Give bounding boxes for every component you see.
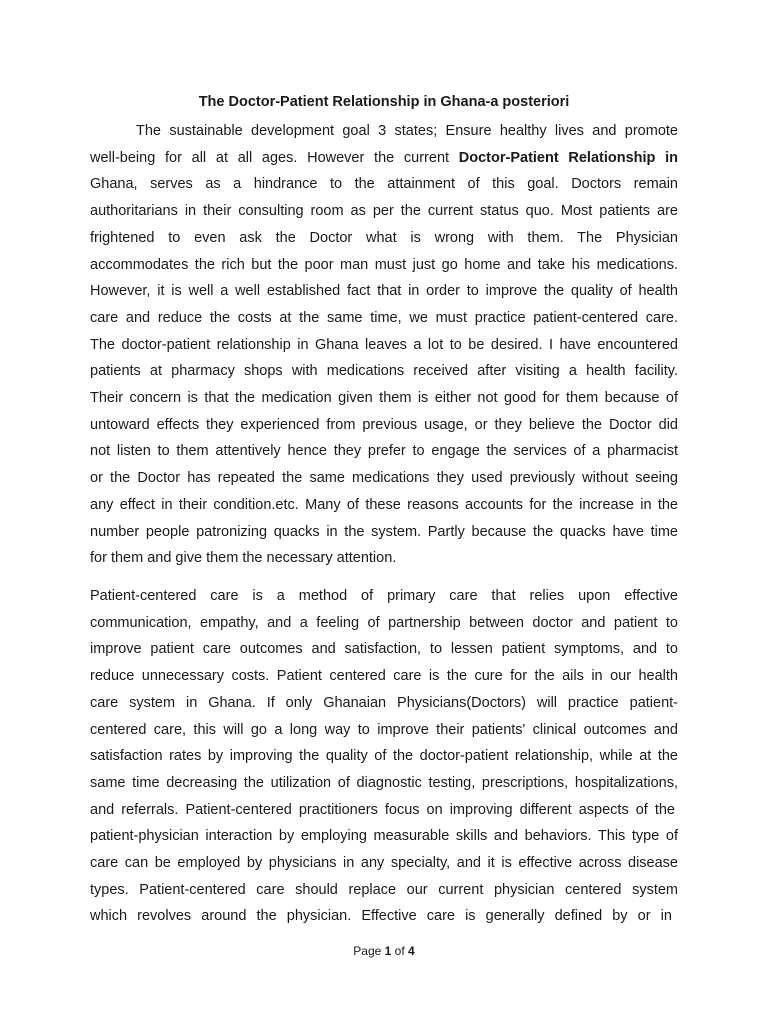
bold-phrase: Doctor-Patient Relationship in (458, 149, 679, 166)
text-line: However, it is well a well established fact that in order to improve the quality of health (90, 283, 678, 300)
text-line: Their concern is that the medication given them is either not good for them because of (90, 390, 678, 407)
text-line: frightened to even ask the Doctor what is wrong with them. The Physician (90, 229, 678, 246)
text-line: for them and give them the necessary attention. (90, 550, 397, 567)
text-line: patients at pharmacy shops with medications received after visiting a health facility. (90, 363, 678, 380)
text-line: The doctor-patient relationship in Ghana leaves a lot to be desired. I have encountered (90, 336, 678, 353)
current-page-number: 1 (384, 944, 392, 958)
text-line: patient-physician interaction by employing measurable skills and behaviors. This type of (90, 828, 678, 845)
text-line: care can be employed by physicians in any specialty, and it is effective across disease (90, 855, 678, 872)
text-line: care and reduce the costs at the same time, we must practice patient-centered care. (90, 309, 678, 326)
text-line: and referrals. Patient-centered practitioners focus on improving different aspects of the (90, 801, 675, 818)
text-line: types. Patient-centered care should replace our current physician centered system (90, 881, 678, 898)
text-line: or the Doctor has repeated the same medications they used previously without seeing (90, 470, 678, 487)
text-line: centered care, this will go a long way to improve their patients' clinical outcomes and (90, 721, 678, 738)
text-line: reduce unnecessary costs. Patient centered care is the cure for the ails in our health (90, 668, 678, 685)
paragraph-1 (90, 118, 678, 572)
paragraph-2 (90, 583, 678, 930)
text-line: authoritarians in their consulting room as per the current status quo. Most patients are (90, 203, 678, 220)
page-of-label: of (391, 944, 409, 958)
text-line: satisfaction rates by improving the quality of the doctor-patient relationship, while at the (90, 748, 678, 765)
text-line: not listen to them attentively hence they prefer to engage the services of a pharmacist (90, 443, 678, 460)
text-line: Patient-centered care is a method of primary care that relies upon effective (90, 588, 678, 604)
text-line: any effect in their condition.etc. Many of these reasons accounts for the increase in the (90, 496, 678, 513)
text-line-segment: well-being for all at all ages. However the current (90, 149, 459, 166)
text-line (90, 145, 678, 172)
text-line: communication, empathy, and a feeling of partnership between doctor and patient to (90, 614, 678, 631)
text-line: care system in Ghana. If only Ghanaian Physicians(Doctors) will practice patient- (90, 694, 678, 711)
text-line: same time decreasing the utilization of diagnostic testing, prescriptions, hospitalizations, (90, 774, 678, 791)
text-line: which revolves around the physician. Effective care is generally defined by or in (90, 908, 672, 925)
page-label: Page (353, 944, 385, 958)
text-line: accommodates the rich but the poor man must just go home and take his medications. (90, 256, 678, 273)
document-title: The Doctor-Patient Relationship in Ghana-a posteriori (198, 94, 570, 110)
text-line: The sustainable development goal 3 states; Ensure healthy lives and promote (136, 123, 678, 139)
total-page-count: 4 (408, 944, 415, 958)
text-line: Ghana, serves as a hindrance to the attainment of this goal. Doctors remain (90, 176, 678, 193)
text-line: improve patient care outcomes and satisfaction, to lessen patient symptoms, and to (90, 641, 678, 658)
text-line: untoward effects they experienced from previous usage, or they believe the Doctor did (90, 416, 678, 433)
text-line: number people patronizing quacks in the system. Partly because the quacks have time (90, 523, 678, 540)
page-number-footer (0, 943, 768, 959)
